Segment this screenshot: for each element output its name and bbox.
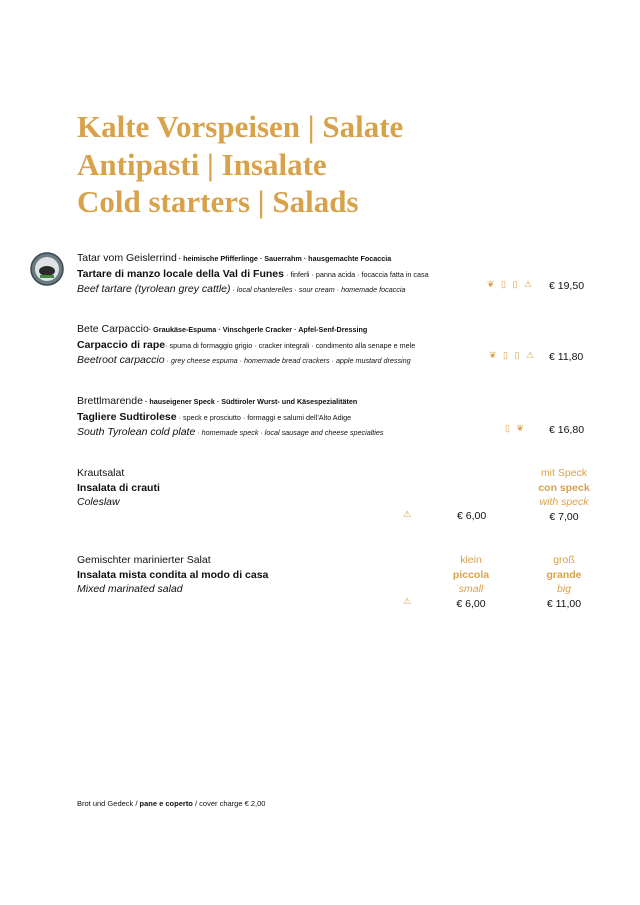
menu-heading — [77, 108, 403, 221]
allergen-icons: ⚠ — [403, 509, 414, 519]
item-desc-en: · local chanterelles · sour cream · homemade focaccia — [230, 285, 406, 294]
option-price: € 7,00 — [549, 510, 579, 523]
item-name-it: Tartare di manzo locale della Val di Funes — [77, 267, 284, 280]
item-name-en: Mixed marinated salad — [77, 583, 183, 595]
menu-item-beef-tartare — [77, 251, 597, 298]
heading-german: Kalte Vorspeisen | Salate — [77, 109, 404, 144]
option-label-en: with speck — [539, 496, 589, 508]
item-desc-de: · heimische Pfifferlinge · Sauerrahm · hausgemachte Focaccia — [176, 254, 392, 263]
option-label-it: grande — [546, 568, 582, 581]
cover-charge-note — [77, 799, 265, 808]
allergen-icons: ❦ ▯ ▯ ⚠ — [487, 279, 535, 289]
item-name-en: Coleslaw — [77, 496, 120, 508]
option-price: € 11,00 — [546, 597, 582, 610]
cattle-badge-icon — [30, 252, 64, 286]
option-price: € 6,00 — [456, 597, 486, 610]
option-label-it: piccola — [452, 568, 490, 581]
option-label-it: con speck — [538, 481, 590, 494]
allergen-icons: ⚠ — [403, 596, 414, 606]
item-name-en: Beef tartare (tyrolean grey cattle) — [77, 283, 231, 295]
item-price: € 16,80 — [549, 424, 585, 436]
item-price-plain: € 6,00 — [457, 510, 487, 522]
item-desc-it: · spuma di formaggio grigio · cracker integrali · condimento alla senape e mele — [165, 340, 416, 350]
menu-item-mixed-salad — [77, 553, 597, 597]
item-desc-it: · speck e prosciutto · formaggi e salumi dell’Alto Adige — [176, 412, 352, 422]
item-name-en: Beetroot carpaccio — [77, 354, 165, 366]
item-name-de: Brettlmarende — [77, 395, 143, 407]
item-price: € 11,80 — [549, 351, 584, 363]
option-with-speck — [529, 466, 599, 524]
item-name-it: Tagliere Sudtirolese — [77, 410, 177, 423]
allergen-icons: ❦ ▯ ▯ ⚠ — [489, 350, 537, 360]
menu-item-beetroot-carpaccio — [77, 322, 597, 369]
item-desc-en: · homemade speck · local sausage and cheese specialties — [195, 428, 384, 437]
item-name-de: Gemischter marinierter Salat — [77, 554, 211, 566]
footer-en: / cover charge € 2,00 — [192, 799, 266, 808]
item-desc-de: · Graukäse-Espuma · Vinschgerle Cracker · Apfel-Senf-Dressing — [148, 325, 368, 334]
item-name-de: Tatar vom Geislerrind — [77, 252, 177, 264]
item-name-de: Krautsalat — [77, 467, 125, 479]
item-name-en: South Tyrolean cold plate — [77, 426, 196, 438]
item-desc-de: · hauseigener Speck · Südtiroler Wurst- und Käsespezialitäten — [142, 397, 358, 406]
option-big — [529, 553, 599, 611]
item-desc-en: · grey cheese espuma · homemade bread crackers · apple mustard dressing — [164, 356, 411, 365]
option-label-de: mit Speck — [540, 467, 588, 479]
item-name-it: Carpaccio di rape — [77, 338, 166, 351]
heading-italian: Antipasti | Insalate — [77, 146, 327, 182]
allergen-icons: ▯ ❦ — [505, 423, 526, 433]
item-name-it: Insalata mista condita al modo di casa — [77, 568, 269, 581]
menu-item-coleslaw — [77, 466, 597, 510]
heading-english: Cold starters | Salads — [77, 184, 359, 219]
footer-it: pane e coperto — [139, 799, 193, 808]
option-label-de: klein — [460, 554, 482, 566]
item-name-it: Insalata di crauti — [77, 481, 160, 494]
option-label-en: small — [458, 583, 484, 595]
footer-de: Brot und Gedeck / — [77, 799, 140, 808]
item-name-de: Bete Carpaccio — [77, 323, 149, 335]
option-small — [436, 553, 506, 611]
item-price: € 19,50 — [549, 280, 585, 292]
option-label-de: groß — [553, 554, 575, 566]
item-desc-it: · finferli · panna acida · focaccia fatta in casa — [283, 269, 429, 279]
option-label-en: big — [556, 583, 571, 595]
